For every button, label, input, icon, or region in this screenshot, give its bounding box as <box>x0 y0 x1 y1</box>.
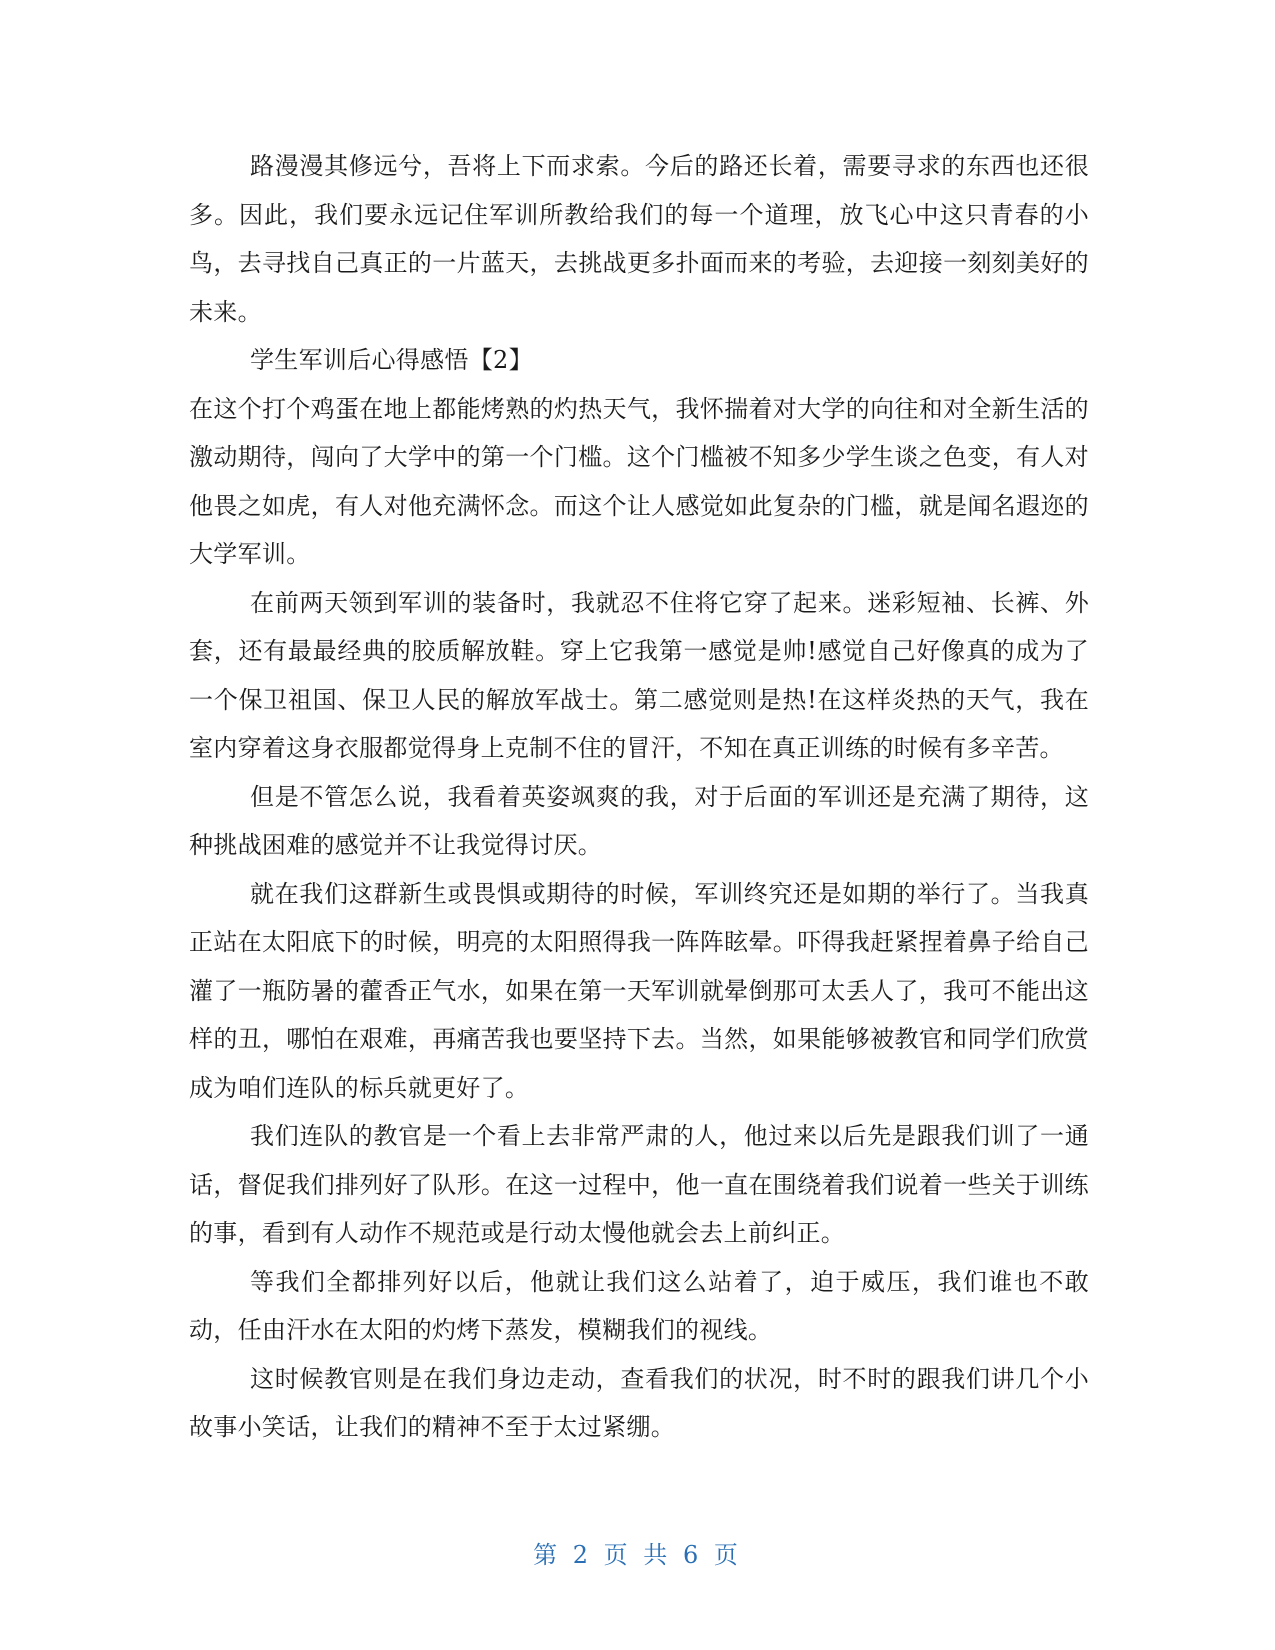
paragraph: 但是不管怎么说，我看着英姿飒爽的我，对于后面的军训还是充满了期待，这种挑战困难的感觉并不让我觉得讨厌。 <box>189 782 1089 859</box>
paragraph: 等我们全都排列好以后，他就让我们这么站着了，迫于威压，我们谁也不敢动，任由汗水在太阳的灼烤下蒸发，模糊我们的视线。 <box>189 1267 1089 1344</box>
section-heading: 学生军训后心得感悟【2】 <box>250 346 533 374</box>
paragraph: 在这个打个鸡蛋在地上都能烤熟的灼热天气，我怀揣着对大学的向往和对全新生活的激动期待，闯向了大学中的第一个门槛。这个门槛被不知多少学生谈之色变，有人对他畏之如虎，有人对他充满怀念。而这个让人感觉如此复杂的门槛，就是闻名遐迩的大学军训。 <box>189 394 1089 568</box>
paragraph: 路漫漫其修远兮，吾将上下而求索。今后的路还长着，需要寻求的东西也还很多。因此，我们要永远记住军训所教给我们的每一个道理，放飞心中这只青春的小鸟，去寻找自己真正的一片蓝天，去挑战更多扑面而来的考验，去迎接一刻刻美好的未来。 <box>189 152 1089 326</box>
paragraph: 这时候教官则是在我们身边走动，查看我们的状况，时不时的跟我们讲几个小故事小笑话，让我们的精神不至于太过紧绷。 <box>189 1364 1089 1441</box>
paragraph: 我们连队的教官是一个看上去非常严肃的人，他过来以后先是跟我们训了一通话，督促我们排列好了队形。在这一过程中，他一直在围绕着我们说着一些关于训练的事，看到有人动作不规范或是行动太慢他就会去上前纠正。 <box>189 1122 1089 1247</box>
page-number-footer: 第 2 页 共 6 页 <box>533 1541 742 1569</box>
paragraph: 就在我们这群新生或畏惧或期待的时候，军训终究还是如期的举行了。当我真正站在太阳底下的时候，明亮的太阳照得我一阵阵眩晕。吓得我赶紧捏着鼻子给自己灌了一瓶防暑的藿香正气水，如果在第一天军训就晕倒那可太丢人了，我可不能出这样的丑，哪怕在艰难，再痛苦我也要坚持下去。当然，如果能够被教官和同学们欣赏成为咱们连队的标兵就更好了。 <box>189 879 1089 1102</box>
paragraph: 在前两天领到军训的装备时，我就忍不住将它穿了起来。迷彩短袖、长裤、外套，还有最最经典的胶质解放鞋。穿上它我第一感觉是帅!感觉自己好像真的成为了一个保卫祖国、保卫人民的解放军战士。第二感觉则是热!在这样炎热的天气，我在室内穿着这身衣服都觉得身上克制不住的冒汗，不知在真正训练的时候有多辛苦。 <box>189 588 1089 762</box>
document-body <box>189 142 1089 1452</box>
